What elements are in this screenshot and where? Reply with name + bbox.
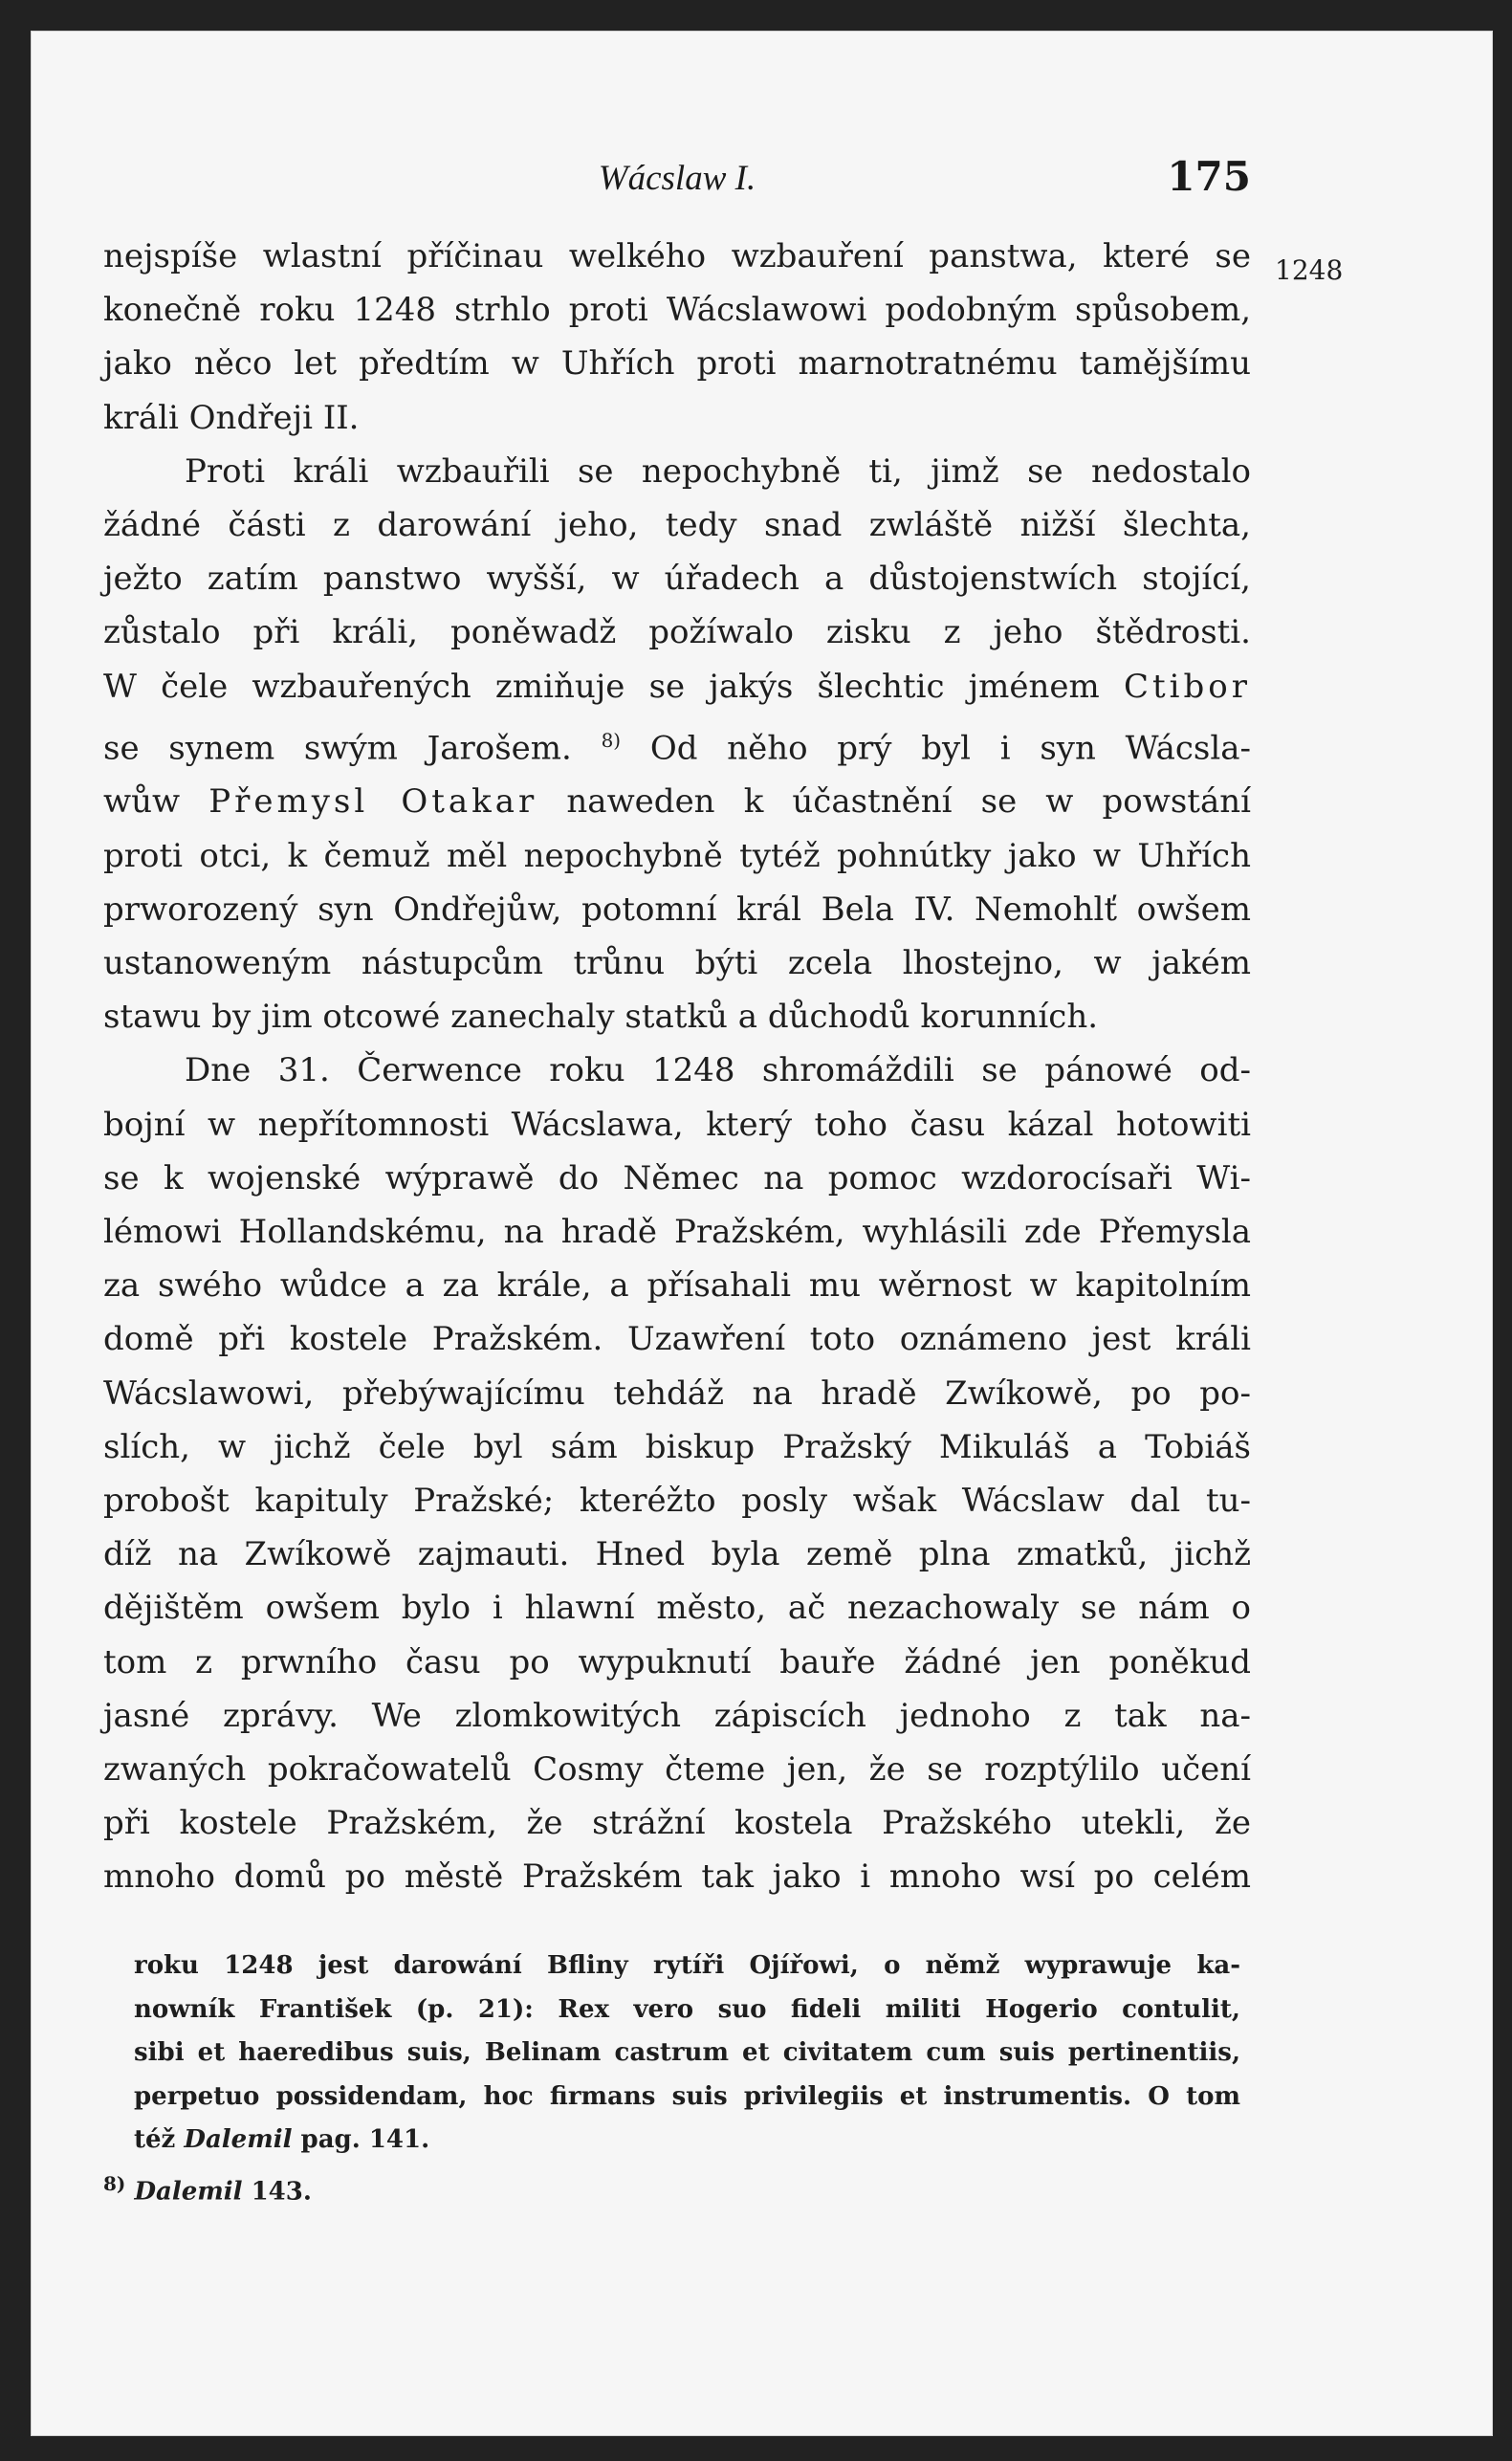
text-line: slích, w jichž čele byl sám biskup Pražský Mikuláš a Tobiáš — [103, 1427, 1251, 1466]
footnote-marker-8: 8) — [103, 2171, 126, 2195]
text-line: nejspíše wlastní příčinau welkého wzbauření panstwa, které se — [103, 237, 1251, 275]
footnote-ref-8: 8) — [601, 728, 622, 752]
text-line: mnoho domů po městě Pražském tak jako i mnoho wsí po celém — [103, 1857, 1251, 1897]
text-line: zwaných pokračowatelů Cosmy čteme jen, že se rozptýlilo učení — [103, 1750, 1251, 1790]
text-line — [103, 775, 1251, 828]
text-line: ježto zatím panstwo wyšší, w úřadech a důstojenstwích stojící, — [103, 560, 1251, 599]
footnote-line: roku 1248 jest darowání Bfliny rytíři Ojířowi, o němž wyprawuje ka- — [134, 1951, 1240, 1980]
text-line — [103, 660, 1251, 714]
running-title: Wácslaw I. — [598, 159, 756, 198]
footnote-line: sibi et haeredibus suis, Belinam castrum et civitatem cum suis pertinentiis, — [134, 2038, 1240, 2067]
text-line: probošt kapituly Pražské; kteréžto posly wšak Wácslaw dal tu- — [103, 1482, 1251, 1520]
text-line: při kostele Pražském, že strážní kostela Pražského utekli, že — [103, 1804, 1251, 1843]
text-line: Dne 31. Čerwence roku 1248 shromáždili se pánowé od- — [185, 1051, 1251, 1090]
footnote-8 — [103, 2163, 1240, 2214]
page-header — [103, 134, 1251, 220]
text-line: zůstalo při králi, poněwadž požíwalo zisku z jeho štědrosti. — [103, 613, 1251, 652]
text-segment: naweden k účastnění se w powstání — [566, 782, 1251, 822]
footnotes — [103, 1945, 1240, 2214]
text-line: dějištěm owšem bylo i hlawní město, ač nezachowaly se nám o — [103, 1589, 1251, 1628]
text-line: jako něco let předtím w Uhřích proti marnotratnému tamějšímu — [103, 344, 1251, 384]
text-line: stawu by jim otcowé zanechaly statků a důchodů korunních. — [103, 998, 1099, 1037]
text-line: díž na Zwíkowě zajmauti. Hned byla země plna zmatků, jichž — [103, 1535, 1251, 1574]
footnote-line — [134, 2119, 1240, 2163]
margin-year-note: 1248 — [1275, 254, 1344, 286]
page-number: 175 — [1167, 153, 1251, 200]
text-segment: 143. — [251, 2177, 312, 2207]
source-name: Dalemil — [184, 2125, 293, 2154]
text-segment: Od něho prý byl i syn Wácsla- — [649, 729, 1251, 768]
text-line: proti otci, k čemuž měl nepochybně tytéž pohnútky jako w Uhřích — [103, 836, 1251, 875]
text-segment: wůw — [103, 782, 181, 822]
text-line: konečně roku 1248 strhlo proti Wácslawowi podobným spůsobem, — [103, 291, 1251, 330]
text-line: králi Ondřeji II. — [103, 398, 360, 437]
text-line: prworozený syn Ondřejůw, potomní král Bela IV. Nemohlť owšem — [103, 890, 1251, 929]
text-line: lémowi Hollandskému, na hradě Pražském, wyhlásili zde Přemysla — [103, 1212, 1251, 1251]
spaced-name-ctibor: Ctibor — [1123, 667, 1251, 706]
text-line — [103, 714, 1251, 776]
text-line: Proti králi wzbauřili se nepochybně ti, jimž se nedostalo — [185, 451, 1251, 491]
text-line: jasné zprávy. We zlomkowitých zápiscích jednoho z tak na- — [103, 1696, 1251, 1735]
bottom-border — [0, 2436, 1512, 2461]
main-text — [103, 230, 1251, 1904]
text-line: žádné části z darowání jeho, tedy snad zwláště nižší šlechta, — [103, 506, 1251, 545]
text-segment: pag. 141. — [300, 2125, 430, 2154]
footnote-line: perpetuo possidendam, hoc firmans suis privilegiis et instrumentis. O tom — [134, 2081, 1240, 2111]
source-name: Dalemil — [134, 2177, 243, 2207]
text-line: se k wojenské wýprawě do Němec na pomoc wzdorocísaři Wi- — [103, 1158, 1251, 1198]
text-segment: též — [134, 2125, 176, 2154]
footnote-line: nowník František (p. 21): Rex vero suo fideli militi Hogerio contulit, — [134, 1994, 1240, 2024]
spaced-name-premysl: Přemysl Otakar — [208, 782, 538, 822]
text-line: domě při kostele Pražském. Uzawření toto oznámeno jest králi — [103, 1320, 1251, 1359]
text-line: tom z prwního času po wypuknutí bauře žádné jen poněkud — [103, 1642, 1251, 1681]
text-line: ustanoweným nástupcům trůnu býti zcela lhostejno, w jakém — [103, 943, 1251, 982]
text-line: bojní w nepřítomnosti Wácslawa, který toho času kázal hotowiti — [103, 1105, 1251, 1144]
text-line: za swého wůdce a za krále, a přísahali mu wěrnost w kapitolním — [103, 1266, 1251, 1306]
text-segment: se synem swým Jarošem. — [103, 729, 572, 768]
text-segment: W čele wzbauřených zmiňuje se jakýs šlechtic jménem — [103, 667, 1100, 706]
text-line: Wácslawowi, přebýwajícímu tehdáž na hradě Zwíkowě, po po- — [103, 1373, 1251, 1413]
